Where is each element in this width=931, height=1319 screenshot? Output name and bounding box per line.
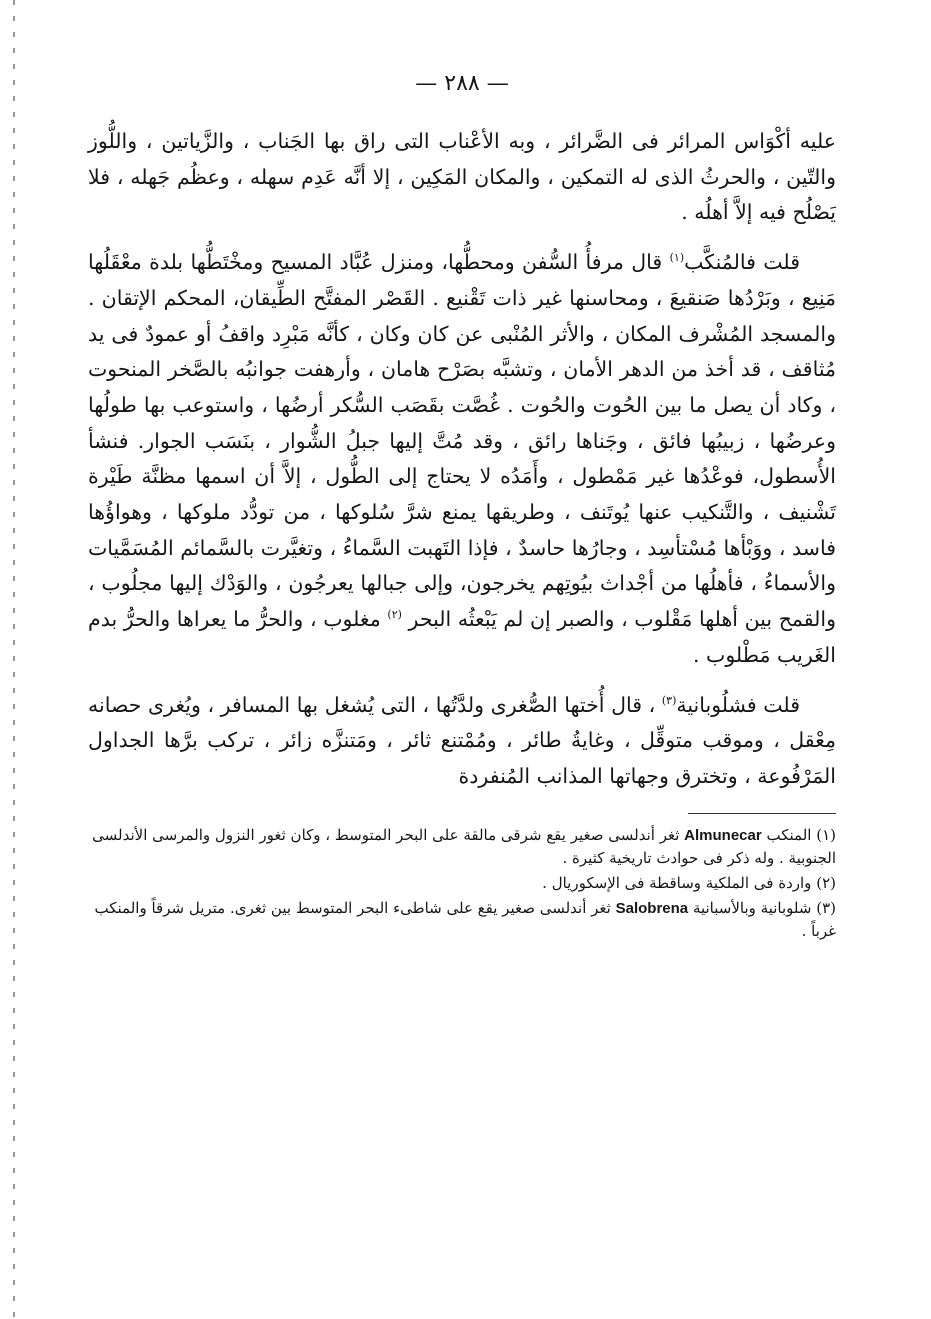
footnotes	[88, 824, 836, 943]
paragraph-2	[88, 245, 836, 673]
paragraph-1-text: عليه أكْوَاس المرائر فى الضَّرائر ، وبه الأعْناب التى راق بها الجَناب ، والزَّياتين ، واللُّوز والتّين ، والحرثُ الذى له التمكين ، والمكان المَكِين ، إلا أنَّه عَدِم سهله ، وعظُم جَهله ، فلا يَصْلُح فيه إلاَّ أهلُه .	[88, 129, 836, 225]
footnote-1-latin: Almunecar	[684, 826, 762, 844]
footnote-1-after: ثغر أندلسى صغير يقع شرقى مالقة على البحر المتوسط ، وكان ثغور النزول والمرسى الأندلسى الجنوبية . وله ذكر فى حوادث تاريخية كثيرة .	[92, 825, 836, 867]
paragraph-1	[88, 124, 836, 231]
body-text	[88, 124, 836, 795]
footnote-3-before: شلوبانية وبالأسبانية	[692, 898, 812, 917]
paragraph-3-text: ، قال أُختها الصُّغرى ولدَّتُها ، التى يُشغل بها المسافر ، ويُغرى حصانه مِعْقل ، وموقب متوقِّل ، وغايةُ طائر ، ومُمْتنع ثائر ، ومَتنزَّه زائر ، تركب برَّها الجداول المَرْفُوعة ، وتخترق وجهاتها المذانب المُنفردة	[88, 692, 836, 788]
footnote-marker-1: (١)	[669, 251, 685, 265]
paragraph-3-lead: قلت فشلُوبانية	[676, 692, 800, 717]
footnote-2-marker: (٢)	[816, 873, 836, 892]
book-page	[88, 62, 836, 1262]
paragraph-2-text-end: مغلوب ، والحرُّ ما يعراها والحرُّ بدم الغَريب مَطْلوب .	[88, 607, 836, 667]
footnote-marker-3: (٣)	[661, 693, 677, 707]
footnote-3-latin: Salobrena	[615, 899, 689, 917]
footnote-2-before: واردة فى الملكية وساقطة فى الإسكوريال .	[542, 873, 812, 892]
footnote-separator	[688, 813, 836, 814]
footnote-3-marker: (٣)	[816, 898, 836, 917]
scan-edge-marks	[13, 0, 15, 1319]
footnote-3-after: ثغر أندلسى صغير يقع على شاطىء البحر المتوسط بين ثغرى. متريل شرقاً والمنكب غرباً .	[94, 898, 836, 940]
paragraph-2-lead: قلت فالمُنكَّب	[684, 250, 800, 275]
footnote-marker-2: (٢)	[387, 608, 402, 622]
footnote-3	[88, 897, 836, 943]
footnote-1-marker: (١)	[816, 825, 836, 844]
footnote-1	[88, 824, 836, 870]
paragraph-3	[88, 688, 836, 795]
footnote-2	[88, 872, 836, 895]
footnote-rule-wrap	[88, 813, 836, 814]
page-number: — ٢٨٨ —	[415, 71, 509, 96]
paragraph-2-text: قال مرفأُ السُّفن ومحطُّها، ومنزل عُبَّاد المسيح ومخْتَطُّها بلدة معْقَلُها مَنِيع ، وبَرْدُها صَنقيعَ ، ومحاسنها غير ذات تَقْنيع . القَصْر المفتَّح الطِّيقان، المحكم الإتقان . والمسجد المُشْرف المكان ، والأثر المُنْبى عن كان وكان ، كأنَّه مَبْرِد واقفُ أو عمودٌ فى يد مُثاقف ، قد أخذ من الدهر الأمان ، وتشبَّه بصَرْح هامان ، وأرهفت جوانبُه بالصَّخر المنحوت ، وكاد أن يصل ما بين الحُوت والحُوت . غُصَّت بقَصَب السُّكر أرضُها ، واستوعب بها طولُها وعرضُها ، زبيبُها فائق ، وجَناها رائق ، وقد مُتَّ إليها جبلُ الشُّوار ، بنَسَب الجوار. فنشأ الأُسطول، فوعْدُها غير مَمْطول ، وأَمَدُه لا يحتاج إلى الطُّول ، إلاَّ أن اسمها مظنَّة طَيْرة تَشْنيف ، والتَّنكيب عنها يُوتَنف ، وطريقها يمنع شرَّ سُلوكها ، من تودُّد ملوكها ، وهواؤُها فاسد ، ووَبْأها مُسْتأسِد ، وجارُها حاسدٌ ، فإذا التَهبت السَّماءُ ، وتغيَّرت بالسَّمائم المُسَمَّيات والأسماءُ ، فأهلُها من أجْداث بيُوتِهم يخرجون، وإلى جبالها يعرجُون ، والوَدْك إليها مجلُوب ، والقمح بين أهلها مَقْلوب ، والصبر إن لم يَبْعثُه البحر	[88, 250, 836, 632]
footnote-1-before: المنكب	[766, 825, 812, 844]
